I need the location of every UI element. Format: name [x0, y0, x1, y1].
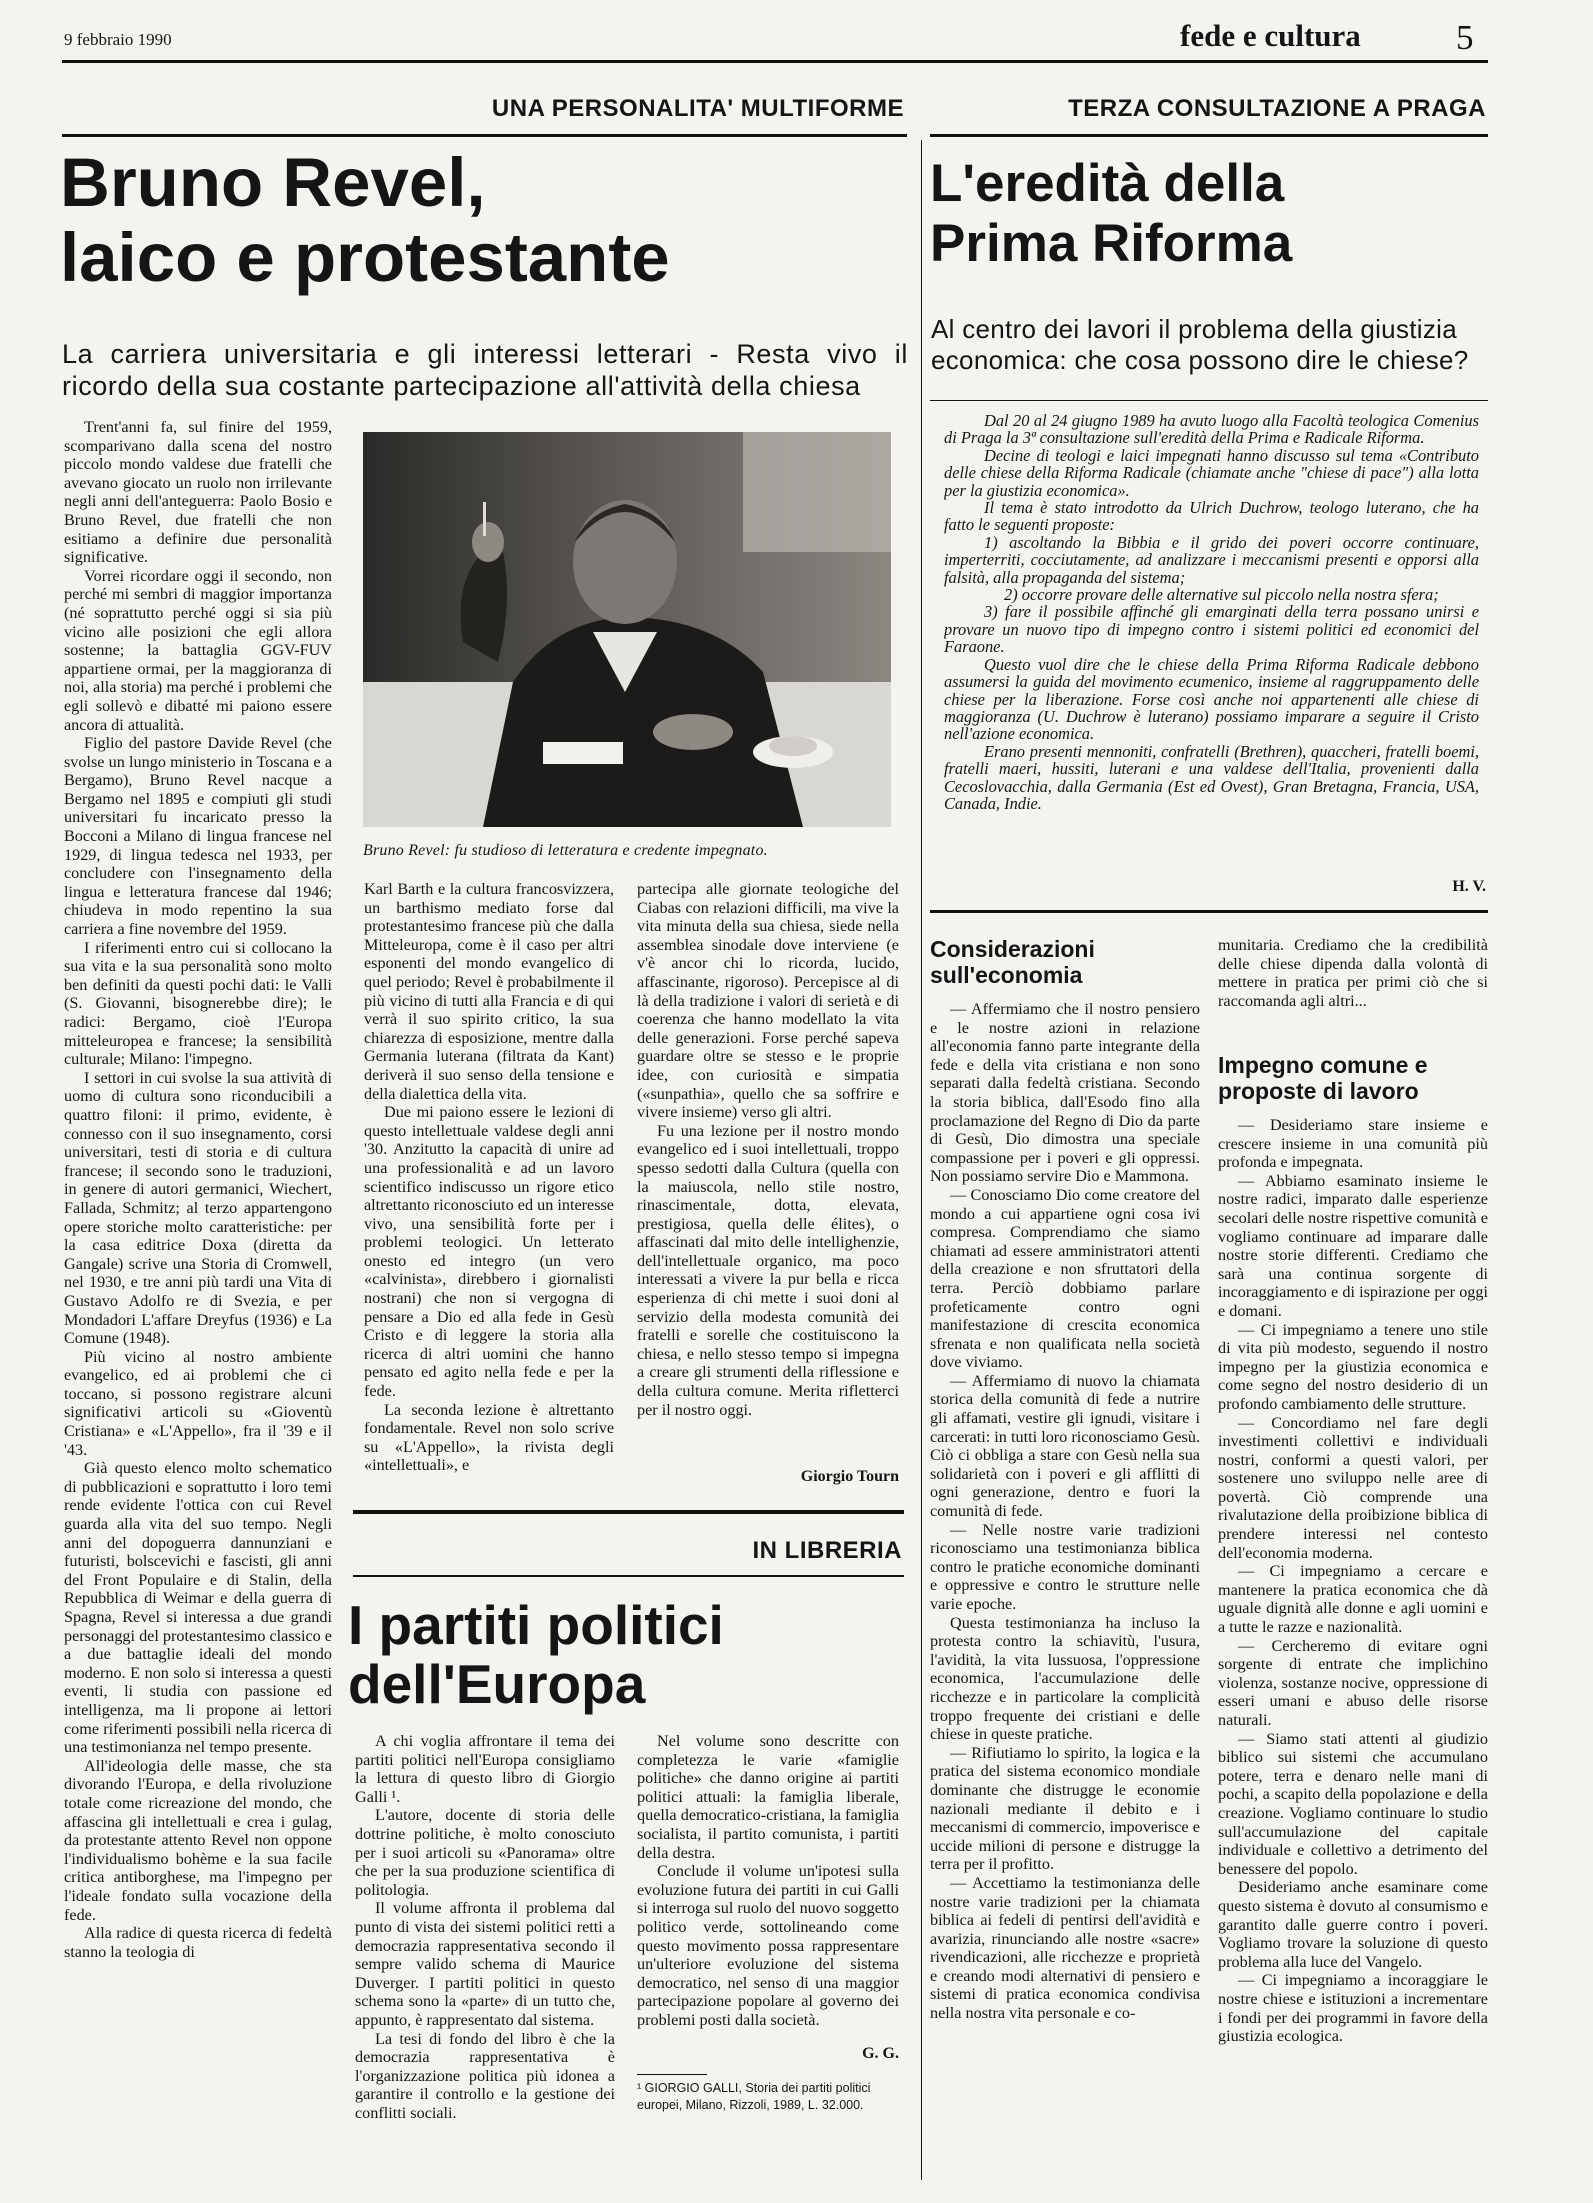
libreria-headline [348, 1596, 908, 1715]
paragraph: Più vicino al nostro ambiente evangelico, ed ai problemi che ci toccano, si possono registrare alcuni significativi articoli su «Gioventù Cristiana» e «L'Appello», fra il '39 e il '43. [64, 1347, 332, 1459]
left-headline-line1: Bruno Revel, [60, 144, 486, 221]
subhead-impegno: Impegno comune e proposte di lavoro [1218, 1052, 1428, 1104]
intro-signature: H. V. [1452, 878, 1486, 895]
right-intro [944, 412, 1479, 860]
section-name: fede e cultura [1180, 18, 1361, 53]
paragraph: Conclude il volume un'ipotesi sulla evoluzione futura dei partiti in cui Galli si interroga sul ruolo del nuovo soggetto politico verde, sottolineando come questo movimento possa rappresentare un'ulteriore evoluzione del sistema democratico, nel senso di una maggior partecipazione popolare al governo dei problemi posti dalla società. [637, 1862, 899, 2029]
paragraph: — Abbiamo esaminato insieme le nostre radici, imparato dalle esperienze secolari delle nostre rispettive comunità e vogliamo continuare ad imparare dalle nostre storie differenti. Crediamo che sarà una continua sorgente di incoraggiamento e di ispirazione per oggi e domani. [1218, 1171, 1488, 1320]
left-deck: La carriera universitaria e gli interessi letterari - Resta vivo il ricordo della sua costante partecipazione all'attività della chiesa [62, 339, 908, 401]
paragraph: — Siamo stati attenti al giudizio biblico sui sistemi che accumulano potere, terra e denaro nelle mani di pochi, a scapito della popolazione e della creazione. Vogliamo continuare lo studio sull'accumulazione del capitale individuale e collettivo a detrimento del benessere del popolo. [1218, 1729, 1488, 1878]
paragraph: Alla radice di questa ricerca di fedeltà stanno la teologia di [64, 1924, 332, 1961]
left-col3 [637, 880, 899, 1460]
paragraph: Trent'anni fa, sul finire del 1959, scomparivano dalla scena del nostro piccolo mondo valdese due fratelli che avevano giocato un ruolo non irrilevante negli anni dell'anteguerra: Paolo Bosio e Bruno Revel, due fratelli che non esitiamo a definire due personalità significative. [64, 418, 332, 567]
libreria-col1 [355, 1732, 615, 2172]
paragraph: Erano presenti mennoniti, confratelli (Brethren), quaccheri, fratelli boemi, fratelli maeri, hussiti, luterani e una valdese dell'Italia, provenienti dalla Cecoslovacchia, dalla Germania (Est ed Ovest), Gran Bretagna, Francia, USA, Canada, Indie. [944, 741, 1479, 813]
paragraph: All'ideologia delle masse, che sta divorando l'Europa, e della rivoluzione totale come ricreazione del mondo, che affascina gli intellettuali e crea i gulag, da protestante attento Revel non oppone l'individualismo bohème e la sua facile critica antiborghese, ma l'impegno per l'ideale fondato sulla vocazione della fede. [64, 1756, 332, 1924]
paragraph: A chi voglia affrontare il tema dei partiti politici nell'Europa consigliamo la lettura di questo libro di Giorgio Galli ¹. [355, 1732, 615, 1806]
right-headline-line2: Prima Riforma [930, 214, 1293, 274]
right-col2-top [1218, 936, 1488, 1036]
portrait-photo [363, 432, 891, 827]
paragraph: — Nelle nostre varie tradizioni riconosciamo una testimonianza biblica contro le pratiche economiche dominanti e oppressive e contro le strutture nelle varie epoche. [930, 1520, 1200, 1613]
paragraph: — Cercheremo di evitare ogni sorgente di entrate che implichino violenza, sostanze nocive, oppressione di esseri umani e abuso delle risorse naturali. [1218, 1636, 1488, 1729]
libreria-kicker: IN LIBRERIA [752, 1537, 902, 1564]
paragraph: — Accettiamo la testimonianza delle nostre varie tradizioni per la chiamata biblica ai fedeli di pentirsi dell'avidità e avarizia, rinunciando alle nostre «sacre» rivendicazioni, alle ricchezze e proprietà e creando modi alternativi di pensiero e sistemi di pratica economica condivisa nella nostra vita personale e co- [930, 1873, 1200, 2023]
paragraph: — Ci impegniamo a tenere uno stile di vita più modesto, seguendo il nostro impegno per la giustizia economica e come segno del nostro desiderio di un profondo cambiamento delle strutture. [1218, 1320, 1488, 1413]
paragraph: 3) fare il possibile affinché gli emarginati della terra possano unirsi e provare un nuovo tipo di impegno contro i sistemi politici ed economici del Faraone. [944, 602, 1479, 657]
paragraph: I settori in cui svolse la sua attività di uomo di cultura sono riconducibili a quattro filoni: il primo, evidente, è connesso con il suo insegnamento, corsi universitari, testi di storia e di cultura francese; il secondo sono le traduzioni, in genere di autori germanici, Wiechert, Fallada, Schmitz; al terzo appartengono opere storiche molto caratteristiche: per la casa editrice Doxa (diretta da Gangale) scrive una Storia di Cromwell, nel 1930, e tre anni più tardi una Vita di Gustavo Adolfo re di Svezia, e per Mondadori L'affare Dreyfus (1936) e La Comune (1948). [64, 1068, 332, 1348]
right-kicker-rule [930, 134, 1488, 137]
paragraph: Fu una lezione per il nostro mondo evangelico ed i suoi intellettuali, troppo spesso sedotti dalla Cultura (quella con la maiuscola, nello stile nostro, rinascimentale, dotta, elevata, prestigiosa, quella delle élites), o affascinati dal mito delle intellighenzie, dell'intellettuale organico, ma poco interessati a vivere la pur bella e ricca esperienza di chi mette i suoi doni al servizio della modesta comunità dei fratelli e sorelle che costituiscono la chiesa, e nello stesso tempo si impegna a creare gli strumenti della riflessione e della cultura comune. Merita rifletterci per il nostro oggi. [637, 1121, 899, 1419]
left-signature: Giorgio Tourn [800, 1468, 899, 1485]
paragraph: — Desideriamo stare insieme e crescere insieme in una comunità più profonda e impegnata. [1218, 1116, 1488, 1172]
paragraph: Dal 20 al 24 giugno 1989 ha avuto luogo alla Facoltà teologica Comenius di Praga la 3ª consultazione sull'eredità della Prima e Radicale Riforma. [944, 412, 1479, 448]
issue-date: 9 febbraio 1990 [64, 30, 172, 49]
right-kicker: TERZA CONSULTAZIONE A PRAGA [1068, 95, 1486, 122]
paragraph: — Affermiamo di nuovo la chiamata storica della comunità di fede a nutrire gli affamati, vestire gli ignudi, visitare i carcerati: in tutti loro riconosciamo Gesù. Ciò ci obbliga a stare con Gesù nella sua solidarietà con i poveri e gli afflitti di ogni generazione, dentro e fuori la comunità di fede. [930, 1371, 1200, 1521]
paragraph: Desideriamo anche esaminare come questo sistema è dovuto al consumismo e garantito dalle guerre contro i poveri. Vogliamo trovare la soluzione di questo problema alla luce del Vangelo. [1218, 1878, 1488, 1971]
libreria-headline-line2: dell'Europa [348, 1653, 646, 1716]
paragraph: Due mi paiono essere le lezioni di questo intellettuale valdese degli anni '30. Anzitutto la capacità di unire ad una professionalità e ad un lavoro scientifico indiscusso un rigore etico altrettanto riconosciuto ed un interesse vivo, una sensibilità forte per i problemi teologici. Un letterato onesto ed integro (un vero «calvinista», direbbero i giornalisti nostrani) che non si vergogna di pensare a Dio ed alla fede in Gesù Cristo e di leggere la storia alla ricerca di altri uomini che hanno pensato ed agito nella fede e per la fede. [364, 1103, 614, 1401]
page-number: 5 [1456, 18, 1474, 57]
paragraph: 1) ascoltando la Bibbia e il grido dei poveri occorre continuare, imperterriti, cocciutamente, ad analizzare i meccanismi presenti e opporsi alla falsità, alla propaganda del sistema; [944, 532, 1479, 587]
subhead-economia: Considerazioni sull'economia [930, 936, 1095, 988]
right-deck: Al centro dei lavori il problema della giustizia economica: che cosa possono dire le chiese? [931, 314, 1469, 375]
paragraph: Il tema è stato introdotto da Ulrich Duchrow, teologo luterano, che ha fatto le seguenti proposte: [944, 498, 1479, 535]
paragraph: Nel volume sono descritte con completezza le varie «famiglie politiche» che danno origine ai partiti politici attuali: la famiglia liberale, quella democratico-cristiana, la famiglia socialista, il partito comunista, i partiti della destra. [637, 1732, 899, 1862]
paragraph: — Ci impegniamo a incoraggiare le nostre chiese e istituzioni a incrementare i fondi per dei programmi in favore della giustizia ecologica. [1218, 1971, 1488, 2046]
left-headline [60, 146, 910, 295]
paragraph: Questo vuol dire che le chiese della Prima Riforma Radicale debbono assumersi la guida del movimento ecumenico, insieme al raggruppamento delle chiese per la liberazione. Forse così anche noi appartenenti alle chiese di maggioranza (U. Duchrow è luterano) possiamo imparare a seguire il Cristo nell'azione economica. [944, 654, 1479, 744]
column-divider-center [921, 140, 922, 2180]
left-kicker: UNA PERSONALITA' MULTIFORME [491, 95, 904, 122]
libreria-signature: G. G. [862, 2045, 899, 2062]
footnote: ¹ GIORGIO GALLI, Storia dei partiti politici europei, Milano, Rizzoli, 1989, L. 32.000. [637, 2081, 871, 2112]
paragraph: Il volume affronta il problema dal punto di vista dei sistemi politici retti a democrazia rappresentativa secondo il sempre valido schema di Maurice Duverger. I partiti politici in questo schema sono la «parte» di un tutto che, appunto, è rappresentato dal sistema. [355, 1899, 615, 2029]
paragraph: Decine di teologi e laici impegnati hanno discusso sul tema «Contributo delle chiese della Riforma Radicale (chiamate anche "chiese di pace") alla lotta per la giustizia economica». [944, 445, 1479, 500]
paragraph: — Rifiutiamo lo spirito, la logica e la pratica del sistema economico mondiale dominante che distrugge le economie nazionali mediante il debito e i meccanismi di commercio, impoverisce e uccide milioni di persone e distrugge la terra per il profitto. [930, 1743, 1200, 1874]
paragraph: La seconda lezione è altrettanto fondamentale. Revel non solo scrive su «L'Appello», la rivista degli «intellettuali», e [364, 1400, 614, 1475]
right-col2 [1218, 1116, 1488, 2186]
paragraph: Karl Barth e la cultura francosvizzera, un barthismo mediato forse dal protestantesimo francese più che dalla Mitteleuropa, come è il caso per altri esponenti del mondo evangelico di quel periodo; Revel è probabilmente il più vicino di tutti alla Francia e di qui verrà il suo spirito critico, la sua chiarezza di esposizione, mentre dalla Germania luterana (filtrata da Kant) deriverà il suo senso della tensione e della dialettica della vita. [364, 880, 614, 1103]
left-col1 [64, 418, 332, 2158]
right-intro-rule [930, 910, 1488, 913]
paragraph: Già questo elenco molto schematico di pubblicazioni e soprattutto i loro temi rende evidente l'ottica con cui Revel guarda alla vita del suo tempo. Negli anni del dopoguerra dannunziani e futuristi, bolscevichi e fascisti, gli anni del Front Populaire e di Stalin, della Repubblica di Weimar e della guerra di Spagna, Revel si interessa a due grandi personaggi del protestantesimo classico e a due battaglie ideali del mondo moderno. E non solo si interessa a questi eventi, li studia con passione ed intelligenza, ma li propone ai lettori come riferimenti possibili nella ricerca di una testimonianza nel tempo presente. [64, 1459, 332, 1757]
paragraph: Vorrei ricordare oggi il secondo, non perché mi sembri di maggior importanza (né soprattutto perché oggi si sia più vicino alle posizioni che egli allora sostenne; la battaglia GGV-FUV appartiene ormai, per la maggioranza di noi, alla storia) ma perché i problemi che egli sollevò e dibatté mi paiono essere ancora di attualità. [64, 566, 332, 734]
paragraph: munitaria. Crediamo che la credibilità delle chiese dipenda dalla volontà di mettere in pratica per primi ciò che si raccomanda agli altri... [1218, 936, 1488, 1010]
paragraph: L'autore, docente di storia delle dottrine politiche, è molto conosciuto per i suoi articoli su «Panorama» oltre che per la sua produzione scientifica di politologia. [355, 1806, 615, 1899]
right-deck-rule [930, 400, 1488, 401]
paragraph: — Ci impegniamo a cercare e mantenere la pratica economica che dà uguale dignità alle donne e agli uomini e a tutte le razze e nazionalità. [1218, 1562, 1488, 1637]
paragraph: — Conosciamo Dio come creatore del mondo a cui appartiene ogni cosa ivi compresa. Comprendiamo che siamo chiamati ad essere amministratori attenti della creazione e non sfruttatori della terra. Perciò dobbiamo parlare profeticamente contro ogni manifestazione di crescita economica sfrenata e non qualificata nella società dove viviamo. [930, 1185, 1200, 1372]
left-col2 [364, 880, 614, 1520]
libreria-kicker-rule [353, 1575, 904, 1577]
paragraph: Questa testimonianza ha incluso la protesta contro la schiavitù, l'usura, l'avidità, la vita lussuosa, l'oppressione economica, l'accumulazione delle ricchezze e in particolare la complicità troppo frequente dei cristiani e delle chiese in queste pratiche. [930, 1613, 1200, 1744]
paragraph: 2) occorre provare delle alternative sul piccolo nella nostra sfera; [1004, 585, 1439, 605]
paragraph: La tesi di fondo del libro è che la democrazia rappresentativa è l'organizzazione politica più idonea a garantire il controllo e la gestione dei conflitti sociali. [355, 2029, 615, 2122]
libreria-col2 [637, 1732, 899, 2032]
right-headline-line1: L'eredità della [930, 154, 1285, 213]
masthead-rule [62, 60, 1488, 63]
left-headline-line2: laico e protestante [60, 218, 670, 296]
footnote-rule [637, 2074, 707, 2075]
right-col1 [930, 1000, 1200, 2180]
paragraph: — Affermiamo che il nostro pensiero e le nostre azioni in relazione all'economia fanno parte integrante della fede e della vita cristiana e non sono separati dalla fedeltà cristiana. Secondo la storia biblica, dall'Esodo fino alla proclamazione del Regno di Dio da parte di Gesù, Dio dimostra una speciale compassione per i poveri e gli oppressi. Non possiamo servire Dio e Mammona. [930, 1000, 1200, 1186]
libreria-top-rule [353, 1510, 904, 1514]
libreria-headline-line1: I partiti politici [348, 1594, 724, 1656]
photo-caption: Bruno Revel: fu studioso di letteratura e credente impegnato. [363, 842, 768, 859]
paragraph: I riferimenti entro cui si collocano la sua vita e la sua personalità sono molto ben definiti da questi pochi dati: le Valli (S. Giovanni, bisognerebbe dire); le radici: Bergamo, cioè l'Europa mitteleuropea e francese; la sensibilità culturale; Milano: l'impegno. [64, 938, 332, 1069]
left-kicker-rule [62, 134, 907, 137]
paragraph: — Concordiamo nel fare degli investimenti collettivi e individuali nostri, conformi a questi valori, per sostenere uno sviluppo nelle aree di povertà. Ciò comprende una rivalutazione della proibizione biblica di prendere interessi nel contesto dell'economia moderna. [1218, 1413, 1488, 1562]
paragraph: partecipa alle giornate teologiche del Ciabas con relazioni difficili, ma vive la vita minuta della sua chiesa, siede nella assemblea sinodale dove interviene (e v'è ancor chi lo ricorda, lucido, affascinante, rigoroso). Percepisce al di là della tradizione i valori di serietà e di coerenza che hanno modellato la vita delle generazioni. Forse perché sapeva guardare oltre se stesso e le proprie idee, con curiosità e simpatia («sunpathia», quello che sa soffrire e vivere insieme) verso gli altri. [637, 880, 899, 1122]
paragraph: Figlio del pastore Davide Revel (che svolse un lungo ministerio in Toscana e a Bergamo), Bruno Revel nacque a Bergamo nel 1895 e compiuti gli studi universitari fu incaricato presso la Bocconi a Milano di lingua francese nel 1929, di lingua tedesca nel 1933, per concludere con l'insegnamento della lingua e letteratura francese dal 1946; chiudeva in modo repentino la sua carriera a fine novembre del 1959. [64, 734, 332, 939]
right-headline [930, 154, 1490, 275]
